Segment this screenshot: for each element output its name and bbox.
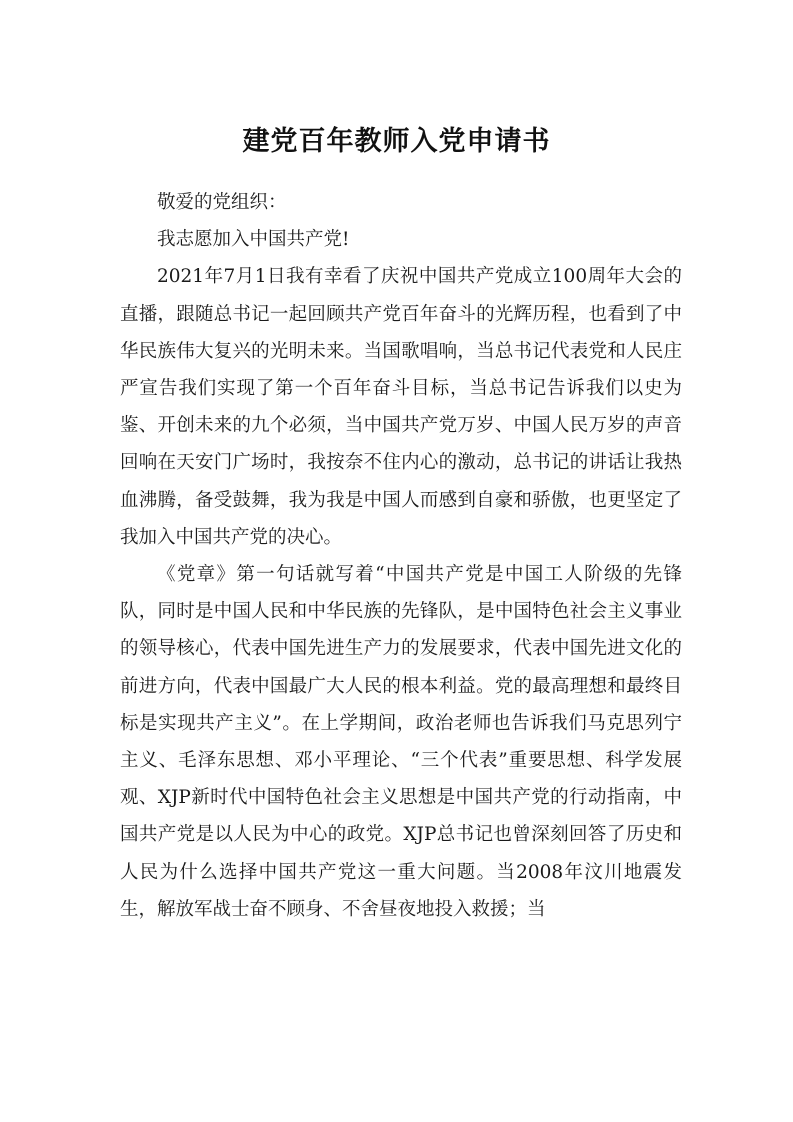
document-title: 建党百年教师入党申请书 — [242, 126, 551, 157]
paragraph-centenary: 2021年7月1日我有幸看了庆祝中国共产党成立100周年大会的直播，跟随总书记一起回顾共产党百年奋斗的光辉历程，也看到了中华民族伟大复兴的光明未来。当国歌唱响，当总书记代表党和人民庄严宣告我们实现了第一个百年奋斗目标，当总书记告诉我们以史为鉴、开创未来的九个必须，当中国共产党万岁、中国人民万岁的声音回响在天安门广场时，我按奈不住内心的激动，总书记的讲话让我热血沸腾，备受鼓舞，我为我是中国人而感到自豪和骄傲，也更坚定了我加入中国共产党的决心。 — [120, 266, 682, 548]
paragraph-declaration: 我志愿加入中国共产党! — [157, 229, 350, 251]
document-body — [120, 184, 682, 928]
salutation: 敬爱的党组织： — [157, 192, 287, 213]
paragraph-party-constitution: 《党章》第一句话就写着“中国共产党是中国工人阶级的先锋队，同时是中国人民和中华民族的先锋队，是中国特色社会主义事业的领导核心，代表中国先进生产力的发展要求，代表中国先进文化的前进方向，代表中国最广大人民的根本利益。党的最高理想和最终目标是实现共产主义”。在上学期间，政治老师也告诉我们马克思列宁主义、毛泽东思想、邓小平理论、“三个代表”重要思想、科学发展观、XJP新时代中国特色社会主义思想是中国共产党的行动指南，中国共产党是以人民为中心的政党。XJP总书记也曾深刻回答了历史和人民为什么选择中国共产党这一重大问题。当2008年汶川地震发生，解放军战士奋不顾身、不舍昼夜地投入救援；当 — [120, 564, 682, 920]
